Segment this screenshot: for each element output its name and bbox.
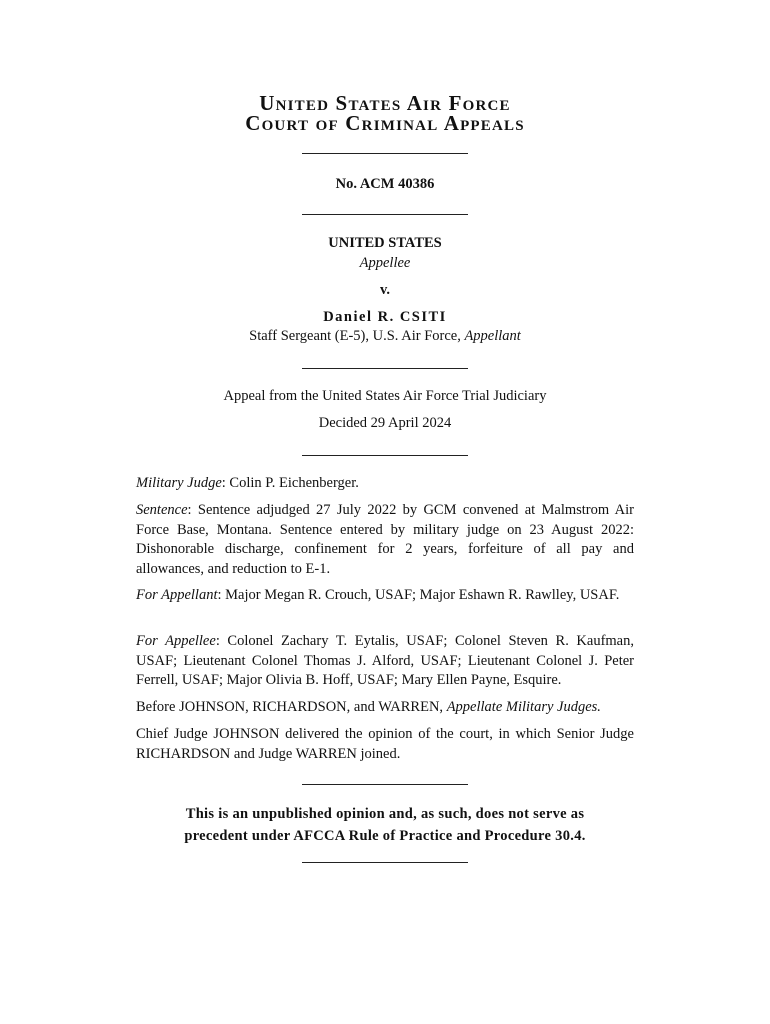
unpublished-notice — [136, 803, 634, 847]
sentence-label: Sentence — [136, 502, 188, 518]
military-judge-value: : Colin P. Eichenberger. — [221, 475, 359, 491]
divider — [302, 368, 468, 369]
panel-judges: Before JOHNSON, RICHARDSON, and WARREN, — [136, 699, 447, 715]
for-appellant-paragraph — [136, 586, 634, 606]
decision-date: Decided 29 April 2024 — [318, 415, 452, 431]
panel-role: Appellate Military Judges. — [446, 699, 601, 715]
notice-line-1: This is an unpublished opinion and, as such, does not serve as — [185, 806, 585, 822]
divider — [302, 784, 468, 785]
for-appellee-label: For Appellee — [136, 633, 216, 649]
divider — [302, 153, 468, 154]
divider — [302, 455, 468, 456]
for-appellant-value: : Major Megan R. Crouch, USAF; Major Eshawn R. Rawlley, USAF. — [217, 587, 620, 603]
appellant-rank: Staff Sergeant (E-5), U.S. Air Force, — [249, 328, 465, 344]
case-number: No. ACM 40386 — [335, 176, 435, 192]
military-judge-label: Military Judge — [136, 475, 222, 491]
notice-line-2: precedent under AFCCA Rule of Practice and Procedure 30.4. — [184, 828, 586, 844]
military-judge-paragraph — [136, 474, 634, 494]
for-appellee-paragraph — [136, 632, 634, 691]
appellee-name: UNITED STATES — [328, 235, 442, 251]
appeal-from: Appeal from the United States Air Force Trial Judiciary — [223, 388, 547, 404]
court-title-line-2: Court of Criminal Appeals — [245, 111, 525, 135]
for-appellee-value: : Colonel Zachary T. Eytalis, USAF; Colonel Steven R. Kaufman, USAF; Lieutenant Colonel Thomas J. Alford, USAF; Lieutenant Colonel J. Peter Ferrell, USAF; Major Olivia B. Hoff, USAF; Mary Ellen Payne, Esquire. — [136, 633, 634, 688]
appellee-role: Appellee — [359, 255, 411, 271]
versus: v. — [379, 282, 391, 298]
for-appellant-label: For Appellant — [136, 587, 218, 603]
appellant-role: Appellant — [464, 328, 521, 344]
panel-paragraph — [136, 698, 634, 718]
sentence-paragraph — [136, 501, 634, 579]
appellant-name: Daniel R. CSITI — [323, 309, 447, 325]
court-title-line-1: United States Air Force — [259, 91, 511, 115]
opinion-author-paragraph: Chief Judge JOHNSON delivered the opinion of the court, in which Senior Judge RICHARDSON and Judge WARREN joined. — [136, 726, 634, 762]
sentence-value: : Sentence adjudged 27 July 2022 by GCM convened at Malmstrom Air Force Base, Montana. Sentence entered by military judge on 23 August 2022: Dishonorable discharge, confinement for 2 years, forfeiture of all pay and allowances, and reduction to E-1. — [136, 502, 634, 577]
appellant-description — [0, 327, 770, 345]
divider — [302, 862, 468, 863]
divider — [302, 214, 468, 215]
